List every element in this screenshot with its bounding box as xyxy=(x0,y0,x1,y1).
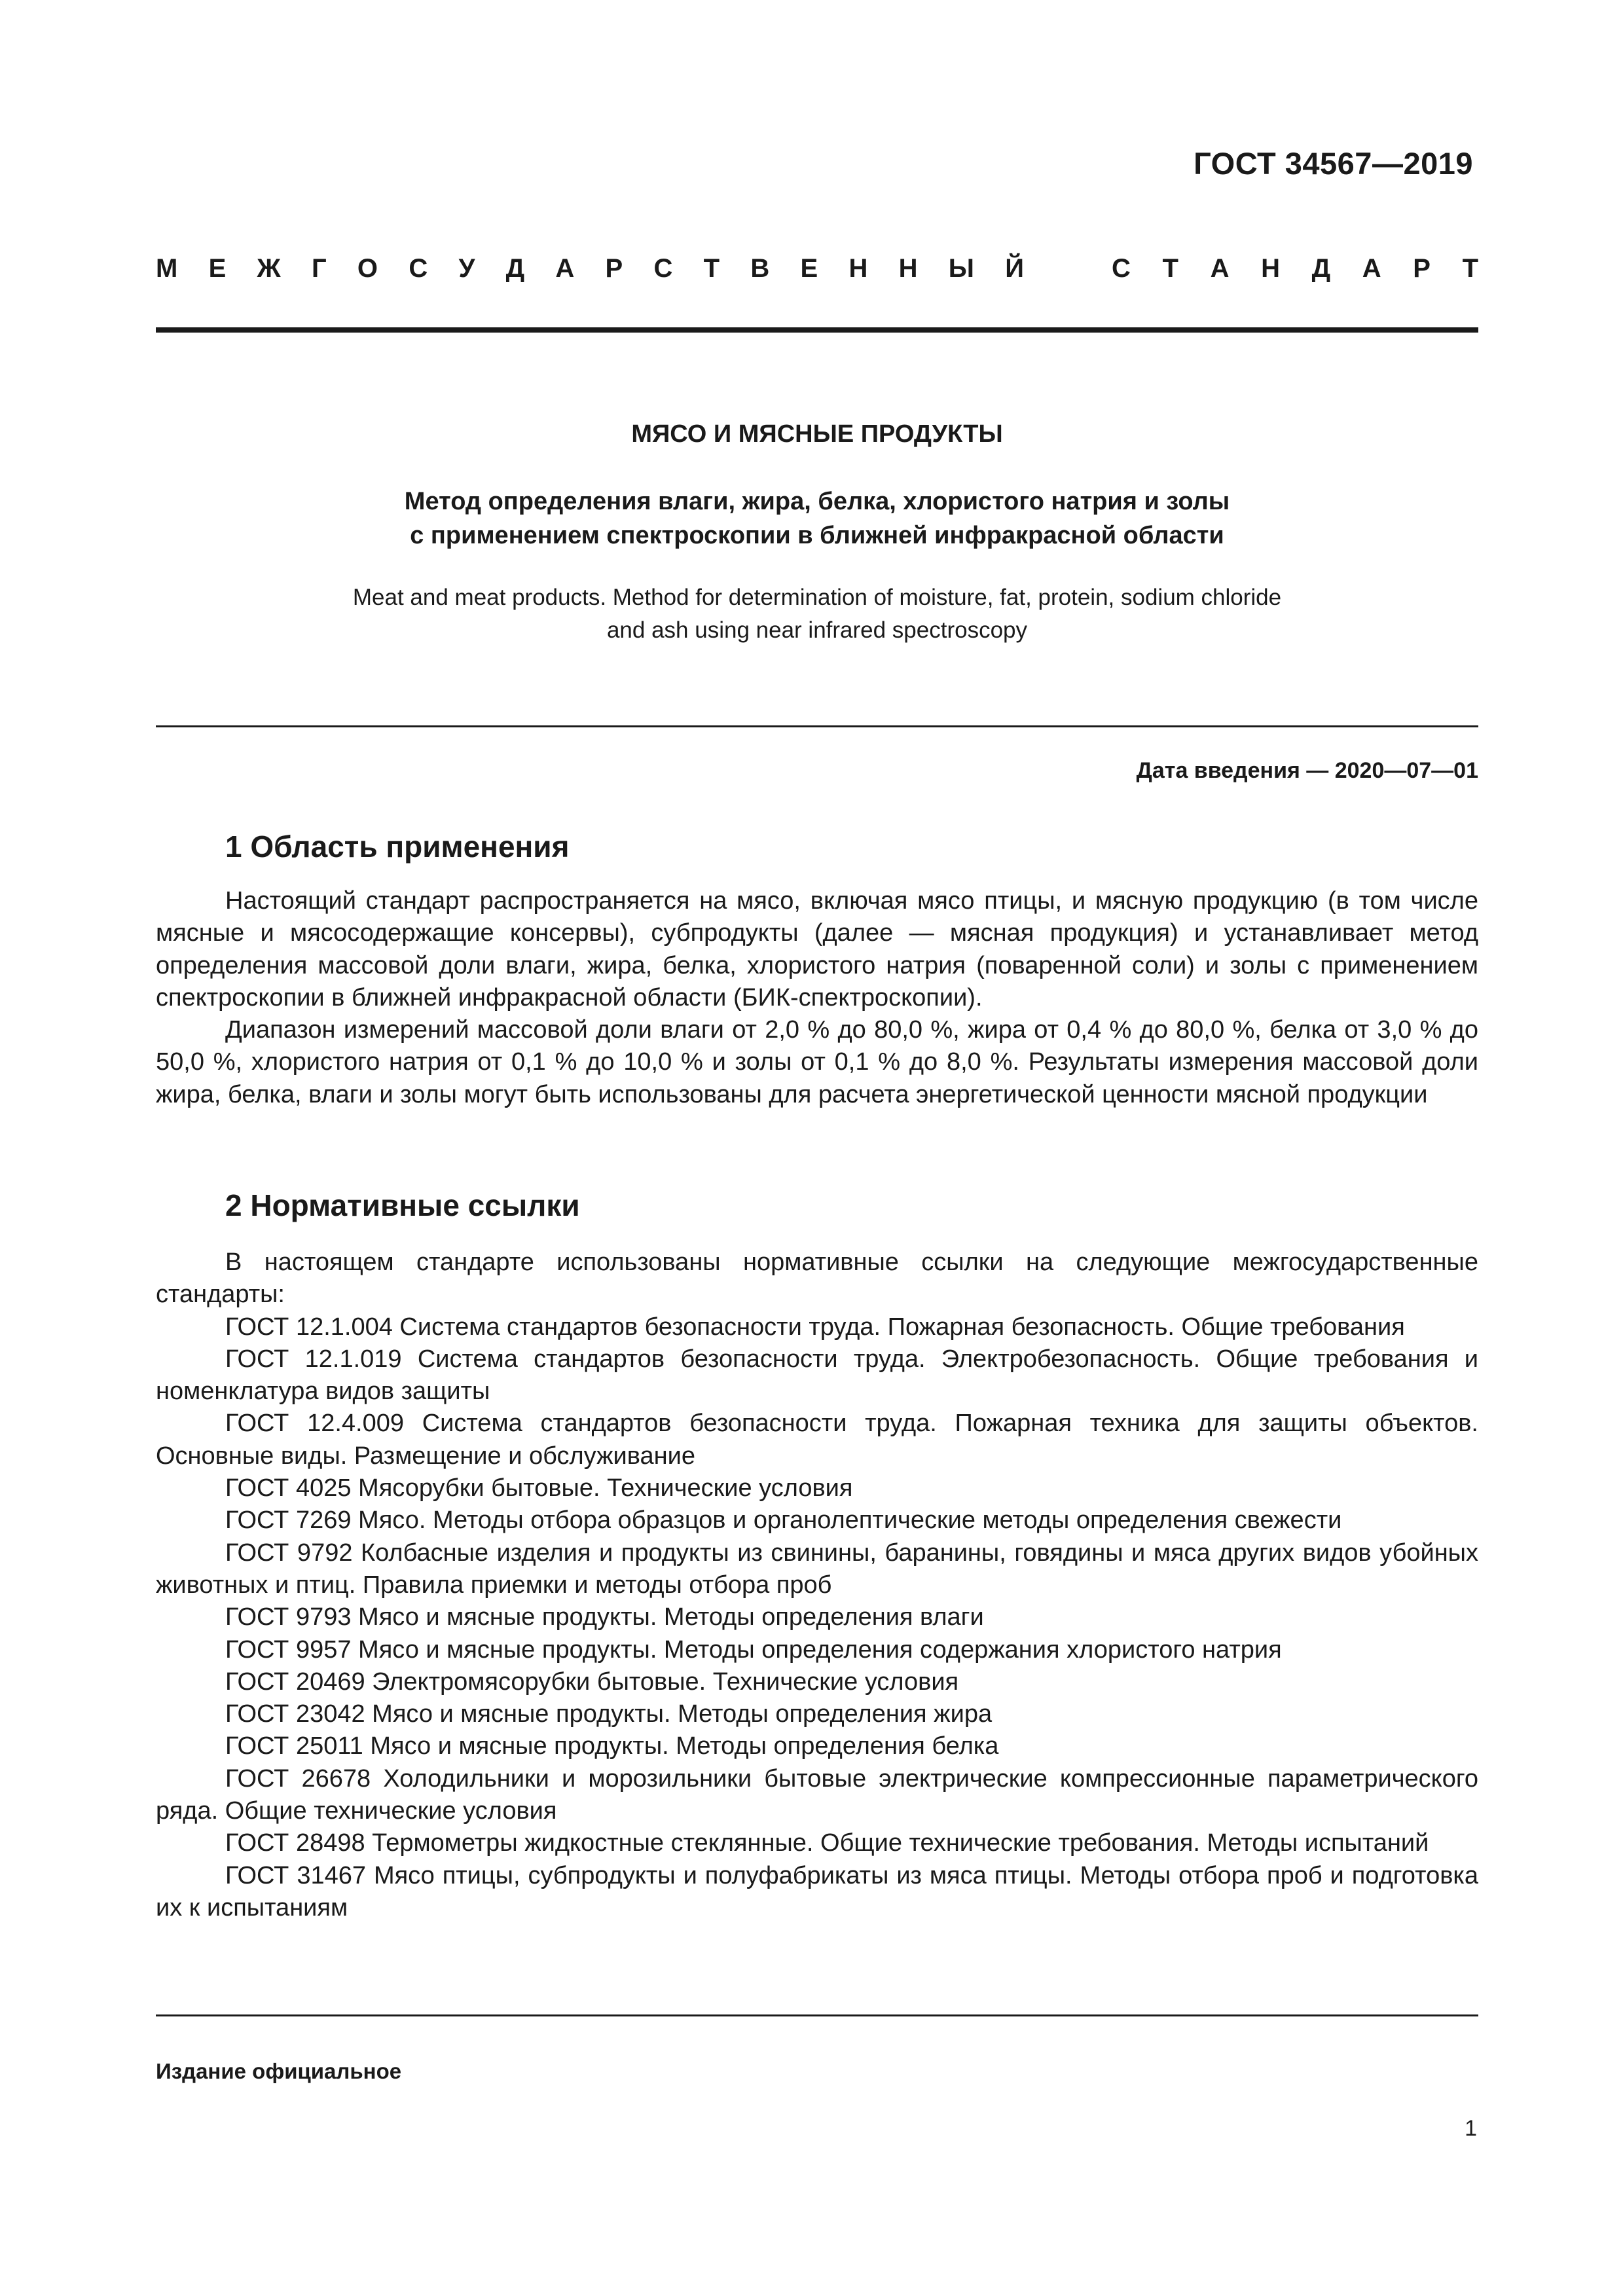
standard-type-letter: А xyxy=(555,254,575,283)
title-divider xyxy=(156,725,1478,727)
reference-item: ГОСТ 9792 Колбасные изделия и продукты из свинины, баранины, говядины и мяса других видов убойных животных и птиц. Правила приемки и методы отбора проб xyxy=(156,1539,1478,1599)
standard-type-letter: Ы xyxy=(948,254,974,283)
english-title-line-1: Meat and meat products. Method for determination of moisture, fat, protein, sodium chloride xyxy=(352,585,1282,610)
standard-type-letter: У xyxy=(458,254,475,283)
standard-type-letter: Ж xyxy=(257,254,281,283)
standard-type-letter: О xyxy=(357,254,378,283)
standard-type xyxy=(156,254,1478,283)
footer-divider xyxy=(156,2014,1478,2016)
section-1-paragraph: Настоящий стандарт распространяется на мясо, включая мясо птицы, и мясную продукцию (в том числе мясные и мясосодержащие консервы), субпродукты (далее — мясная продукция) и устанавливает метод определения массовой доли влаги, жира, белка, хлористого натрия (поваренной соли) и золы с применением спектроскопии в ближней инфракрасной области (БИК-спектроскопии). xyxy=(156,887,1478,1011)
reference-item: ГОСТ 9793 Мясо и мясные продукты. Методы определения влаги xyxy=(225,1603,984,1631)
reference-item: ГОСТ 7269 Мясо. Методы отбора образцов и органолептические методы определения свежести xyxy=(225,1506,1342,1535)
standard-type-letter: Н xyxy=(848,254,868,283)
reference-item: ГОСТ 12.4.009 Система стандартов безопасности труда. Пожарная техника для защиты объектов. Основные виды. Размещение и обслуживание xyxy=(156,1410,1478,1470)
standard-type-letter: Й xyxy=(1005,254,1024,283)
section-2-intro: В настоящем стандарте использованы нормативные ссылки на следующие межгосударственные стандарты: xyxy=(156,1248,1478,1309)
gost-number: ГОСТ 34567—2019 xyxy=(1194,146,1473,181)
standard-type-letter: Т xyxy=(703,254,720,283)
standard-type-letter: Н xyxy=(898,254,918,283)
standard-type-letter: Т xyxy=(1162,254,1178,283)
english-title-line-2: and ash using near infrared spectroscopy xyxy=(606,617,1028,643)
english-title xyxy=(156,581,1478,647)
reference-item: ГОСТ 28498 Термометры жидкостные стеклянные. Общие технические требования. Методы испытаний xyxy=(225,1829,1429,1857)
section-2-heading: 2 Нормативные ссылки xyxy=(225,1188,580,1222)
reference-item: ГОСТ 20469 Электромясорубки бытовые. Технические условия xyxy=(225,1667,959,1696)
reference-item: ГОСТ 12.1.019 Система стандартов безопасности труда. Электробезопасность. Общие требования и номенклатура видов защиты xyxy=(156,1345,1478,1406)
intro-date: Дата введения — 2020—07—01 xyxy=(1136,758,1478,783)
standard-type-letter: Н xyxy=(1261,254,1280,283)
reference-item: ГОСТ 12.1.004 Система стандартов безопасности труда. Пожарная безопасность. Общие требования xyxy=(225,1313,1405,1341)
subtitle-line-2: с применением спектроскопии в ближней инфракрасной области xyxy=(410,522,1224,549)
standard-type-letter: Р xyxy=(1413,254,1431,283)
reference-item: ГОСТ 26678 Холодильники и морозильники бытовые электрические компрессионные параметрического ряда. Общие технические условия xyxy=(156,1764,1478,1825)
section-1-paragraph: Диапазон измерений массовой доли влаги от 2,0 % до 80,0 %, жира от 0,4 % до 80,0 %, белка от 3,0 % до 50,0 %, хлористого натрия от 0,1 % до 10,0 % и золы от 0,1 % до 8,0 %. Результаты измерения массовой доли жира, белка, влаги и золы могут быть использованы для расчета энергетической ценности мясной продукции xyxy=(156,1016,1478,1108)
standard-type-letter: С xyxy=(1112,254,1131,283)
document-subtitle xyxy=(156,484,1478,553)
standard-type-letter: С xyxy=(653,254,673,283)
header-divider xyxy=(156,327,1478,333)
reference-item: ГОСТ 4025 Мясорубки бытовые. Технические условия xyxy=(225,1474,853,1503)
standard-type-letter: А xyxy=(1362,254,1381,283)
section-2-body xyxy=(156,1247,1478,1924)
standard-type-letter: Е xyxy=(800,254,818,283)
standard-type-letter: Г xyxy=(311,254,327,283)
standard-type-letter: С xyxy=(409,254,428,283)
reference-item: ГОСТ 31467 Мясо птицы, субпродукты и полуфабрикаты из мяса птицы. Методы отбора проб и подготовка их к испытаниям xyxy=(156,1861,1478,1922)
standard-type-letter: Д xyxy=(505,254,525,283)
standard-type-word-2 xyxy=(1112,254,1478,283)
standard-type-letter: Д xyxy=(1311,254,1331,283)
standard-type-letter: В xyxy=(750,254,770,283)
section-1-heading: 1 Область применения xyxy=(225,829,570,864)
standard-type-letter: Т xyxy=(1462,254,1478,283)
document-title: МЯСО И МЯСНЫЕ ПРОДУКТЫ xyxy=(631,420,1003,448)
standard-type-letter: Е xyxy=(208,254,227,283)
subtitle-line-1: Метод определения влаги, жира, белка, хлористого натрия и золы xyxy=(404,488,1230,515)
standard-type-letter: А xyxy=(1210,254,1230,283)
reference-item: ГОСТ 9957 Мясо и мясные продукты. Методы определения содержания хлористого натрия xyxy=(225,1635,1282,1664)
page-number: 1 xyxy=(1465,2116,1477,2141)
reference-item: ГОСТ 23042 Мясо и мясные продукты. Методы определения жира xyxy=(225,1700,993,1728)
reference-item: ГОСТ 25011 Мясо и мясные продукты. Методы определения белка xyxy=(225,1732,999,1760)
section-1-body xyxy=(156,885,1478,1111)
edition-label: Издание официальное xyxy=(156,2059,402,2083)
standard-type-word-1 xyxy=(156,254,1024,283)
standard-type-letter: М xyxy=(156,254,178,283)
standard-type-letter: Р xyxy=(605,254,623,283)
